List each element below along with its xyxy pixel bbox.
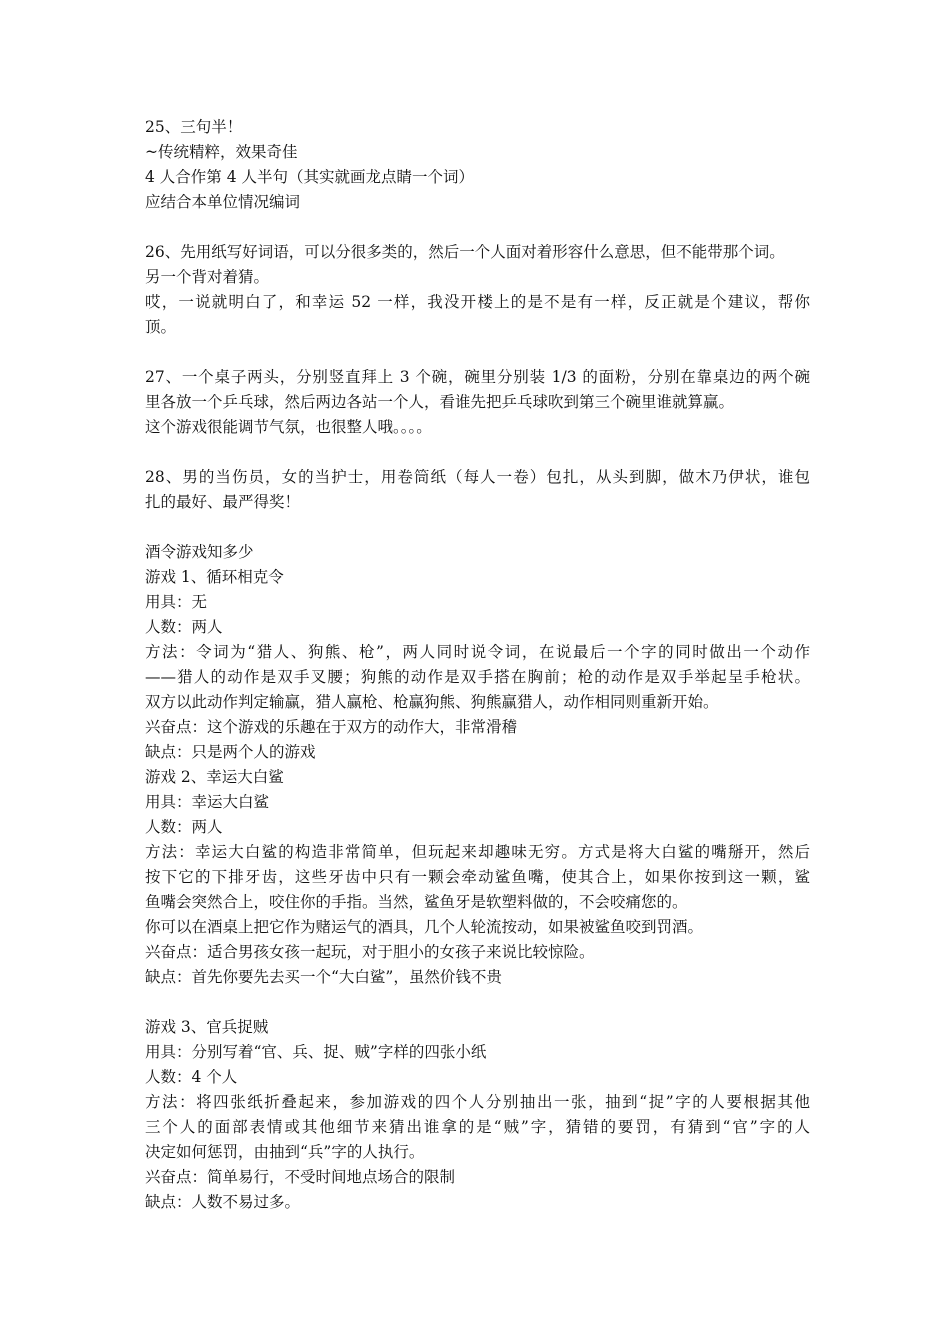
paragraph-gap	[145, 340, 810, 365]
section-25	[145, 115, 810, 215]
paragraph-gap	[145, 215, 810, 240]
text-line: 用具：分别写着“官、兵、捉、贼”字样的四张小纸	[145, 1043, 487, 1061]
text-line: 应结合本单位情况编词	[145, 193, 301, 211]
section-28	[145, 465, 810, 515]
text-line: 里各放一个乒乓球，然后两边各站一个人，看谁先把乒乓球吹到第三个碗里谁就算赢。	[145, 393, 735, 411]
text-line: 人数：两人	[145, 618, 223, 636]
text-line: 人数：两人	[145, 818, 223, 836]
text-line: 兴奋点：简单易行，不受时间地点场合的限制	[145, 1168, 456, 1186]
text-line: 方法：将四张纸折叠起来，参加游戏的四个人分别抽出一张，抽到“捉”字的人要根据其他	[145, 1093, 810, 1111]
text-line: 缺点：首先你要先去买一个“大白鲨”，虽然价钱不贵	[145, 968, 502, 986]
text-line: 这个游戏很能调节气氛，也很整人哦。。。。	[145, 418, 432, 436]
text-line: 双方以此动作判定输赢，猎人赢枪、枪赢狗熊、狗熊赢猎人，动作相同则重新开始。	[145, 693, 719, 711]
text-line: 用具：无	[145, 593, 208, 611]
text-line: 决定如何惩罚，由抽到“兵”字的人执行。	[145, 1143, 425, 1161]
text-line: 兴奋点：适合男孩女孩一起玩，对于胆小的女孩子来说比较惊险。	[145, 943, 595, 961]
text-line: 兴奋点：这个游戏的乐趣在于双方的动作大，非常滑稽	[145, 718, 518, 736]
game-title: 游戏 2、幸运大白鲨	[145, 768, 284, 786]
text-line: 缺点：人数不易过多。	[145, 1193, 301, 1211]
game-title: 游戏 3、官兵捉贼	[145, 1018, 269, 1036]
text-line: 鱼嘴会突然合上，咬住你的手指。当然，鲨鱼牙是软塑料做的，不会咬痛您的。	[145, 893, 688, 911]
text-line: 你可以在酒桌上把它作为赌运气的酒具，几个人轮流按动，如果被鲨鱼咬到罚酒。	[145, 918, 704, 936]
document-body	[145, 115, 810, 1215]
text-line: 按下它的下排牙齿，这些牙齿中只有一颗会牵动鲨鱼嘴，使其合上，如果你按到这一颗，鲨	[145, 868, 810, 886]
section-27	[145, 365, 810, 440]
text-line: 28、男的当伤员，女的当护士，用卷筒纸（每人一卷）包扎，从头到脚，做木乃伊状，谁包	[145, 468, 810, 486]
text-line: 人数：4 个人	[145, 1068, 238, 1086]
section-drinking-games	[145, 540, 810, 990]
text-line: 26、先用纸写好词语，可以分很多类的，然后一个人面对着形容什么意思，但不能带那个词。	[145, 243, 785, 261]
text-line: 4 人合作第 4 人半句（其实就画龙点睛一个词）	[145, 168, 475, 186]
paragraph-gap	[145, 990, 810, 1015]
text-line: 另一个背对着猜。	[145, 268, 270, 286]
text-line: 方法：幸运大白鲨的构造非常简单，但玩起来却趣味无穷。方式是将大白鲨的嘴掰开，然后	[145, 843, 810, 861]
text-line: 27、一个桌子两头，分别竖直拜上 3 个碗，碗里分别装 1/3 的面粉，分别在靠桌边的两个碗	[145, 368, 810, 386]
text-line: 扎的最好、最严得奖！	[145, 493, 301, 511]
text-line: ——猎人的动作是双手叉腰；狗熊的动作是双手搭在胸前；枪的动作是双手举起呈手枪状。	[145, 668, 810, 686]
text-line: 三个人的面部表情或其他细节来猜出谁拿的是“贼”字，猜错的要罚，有猜到“官”字的人	[145, 1118, 810, 1136]
section-game-3	[145, 1015, 810, 1215]
text-line: 方法：令词为“猎人、狗熊、枪”，两人同时说令词，在说最后一个字的同时做出一个动作	[145, 643, 810, 661]
paragraph-gap	[145, 515, 810, 540]
text-line: 用具：幸运大白鲨	[145, 793, 270, 811]
text-line: 哎，一说就明白了，和幸运 52 一样，我没开楼上的是不是有一样，反正就是个建议，帮你	[145, 293, 810, 311]
section-26	[145, 240, 810, 340]
section-heading: 酒令游戏知多少	[145, 543, 254, 561]
game-title: 游戏 1、循环相克令	[145, 568, 284, 586]
text-line: 缺点：只是两个人的游戏	[145, 743, 316, 761]
text-line: 顶。	[145, 318, 177, 336]
paragraph-gap	[145, 440, 810, 465]
text-line: 25、三句半！	[145, 118, 243, 136]
text-line: ~传统精粹，效果奇佳	[145, 143, 298, 161]
